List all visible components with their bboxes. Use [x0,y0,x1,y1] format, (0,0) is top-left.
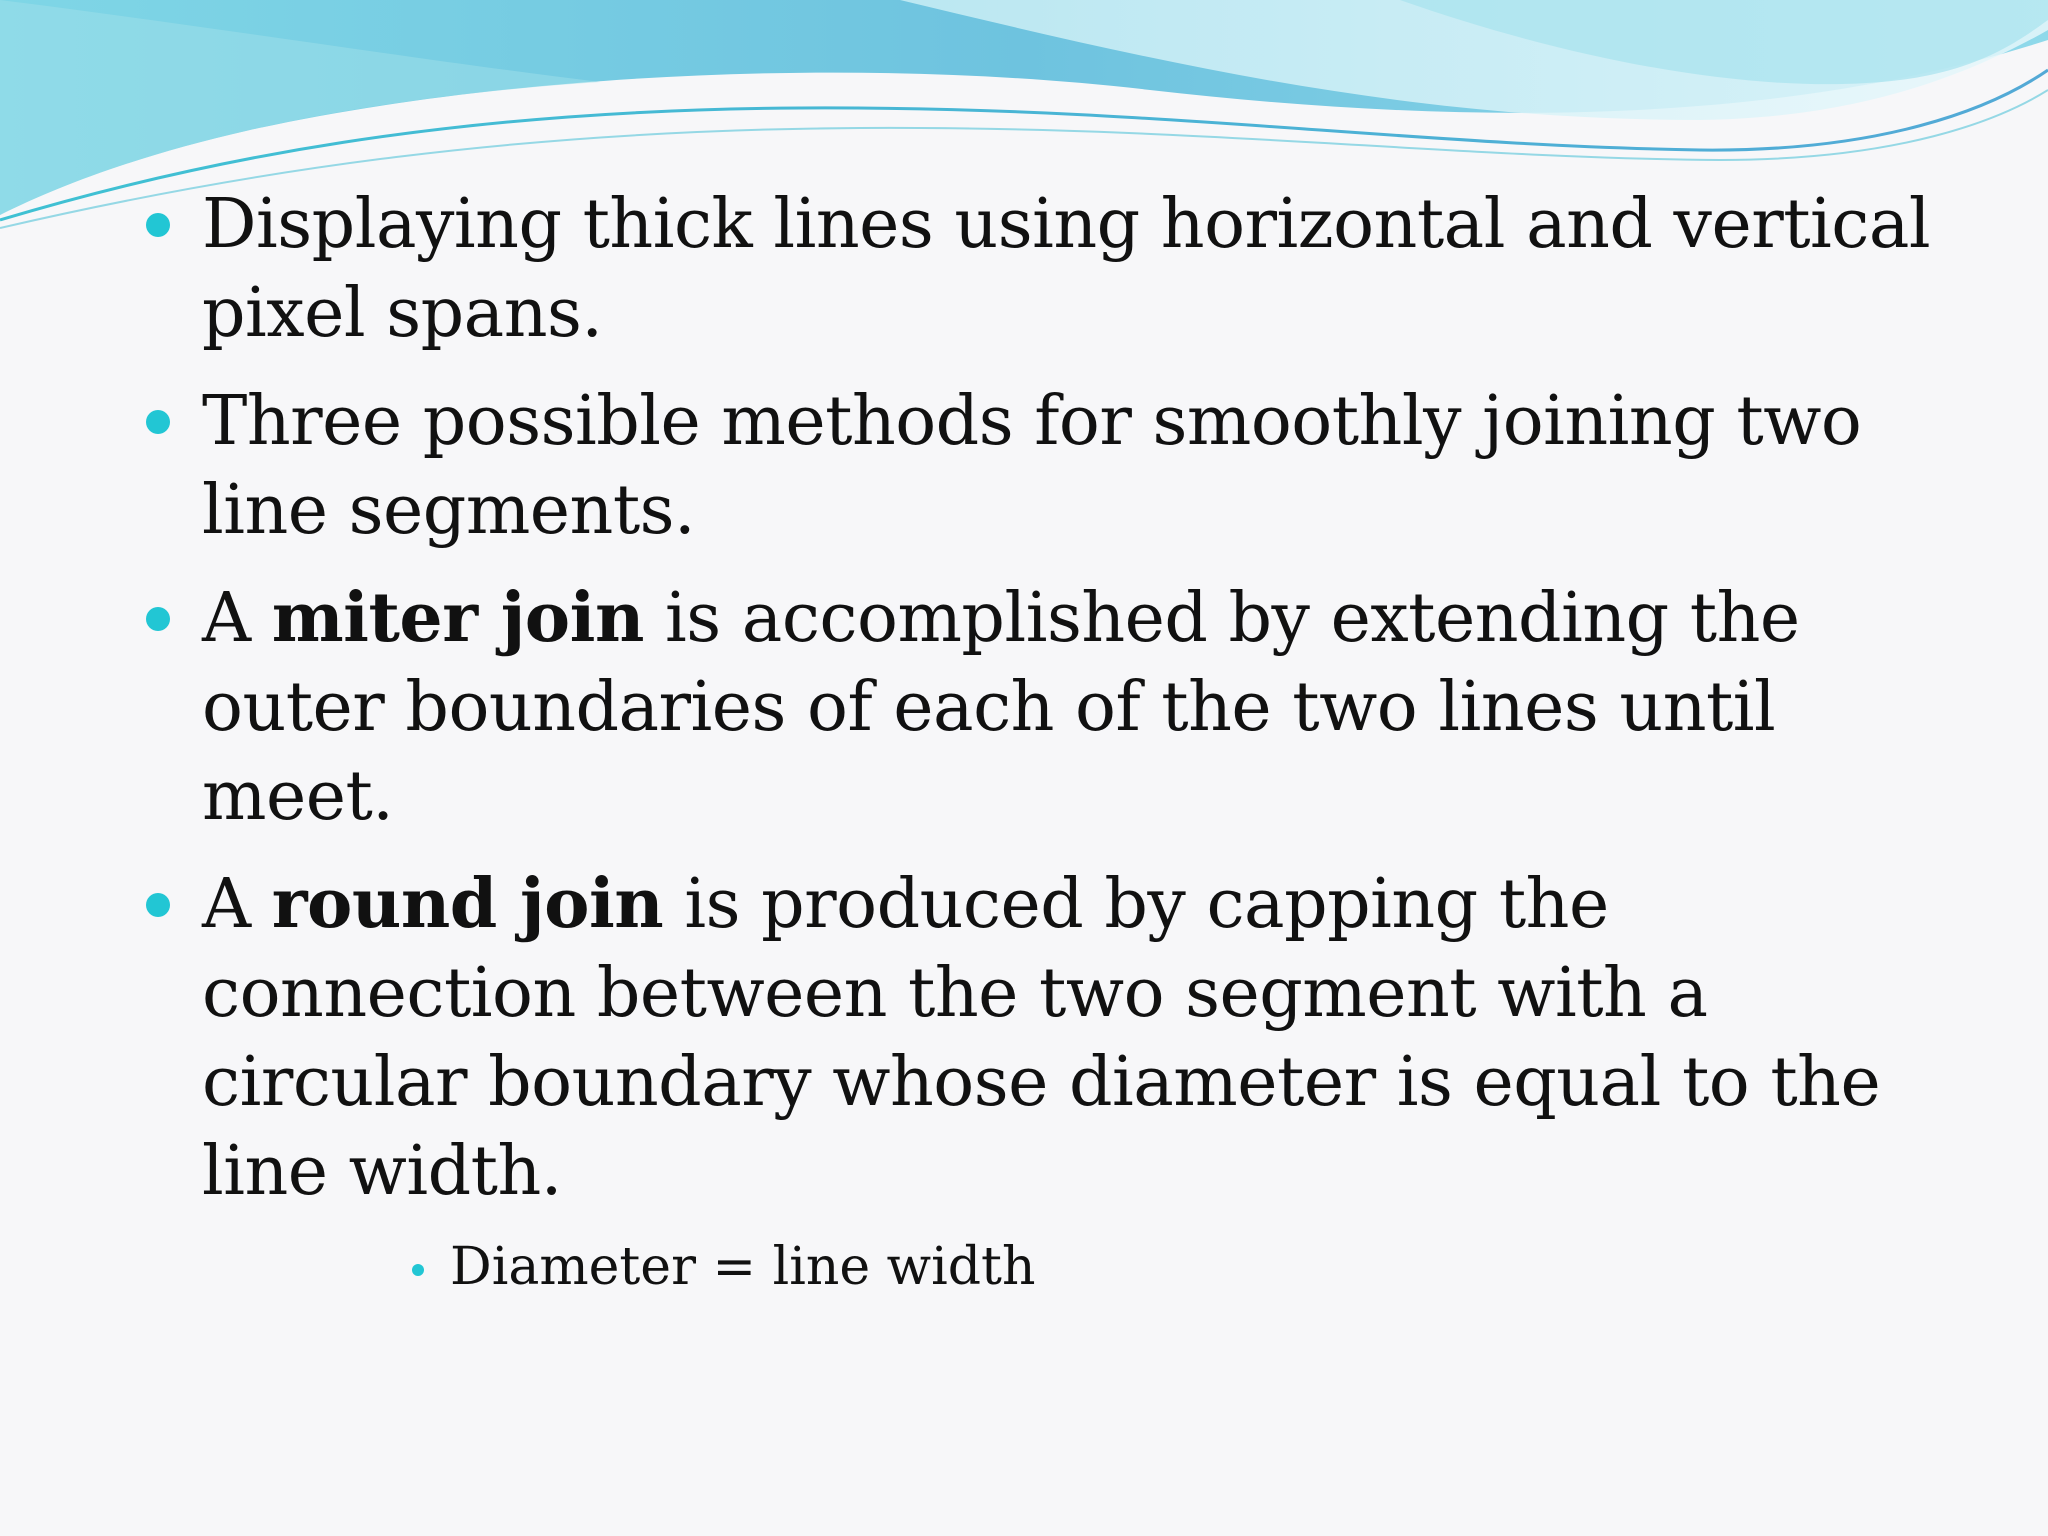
sub-bullet-text: Diameter = line width [450,1237,1036,1297]
bullet-prefix: A [202,579,272,658]
term-round-join: round join [271,864,664,944]
term-miter-join: miter join [271,578,644,658]
bullet-text: is accomplished by extending the outer boundaries of each of the two lines until meet. [202,579,1800,836]
bullet-item [140,377,1960,555]
bullet-dot-icon [146,607,170,631]
bullet-item-miter-join [140,574,1960,841]
bullet-item [140,180,1960,358]
sub-bullet-item [408,1235,1960,1299]
bullet-item-round-join [140,860,1960,1216]
bullet-dot-icon [146,213,170,237]
bullet-text: Displaying thick lines using horizontal and vertical pixel spans. [202,185,1931,353]
bullet-dot-icon [146,410,170,434]
bullet-list [140,180,1960,1299]
bullet-dot-icon [146,893,170,917]
bullet-prefix: A [202,865,272,944]
bullet-text: Three possible methods for smoothly joining two line segments. [202,382,1862,550]
sub-bullet-dot-icon [412,1264,424,1276]
bullet-text: is produced by capping the connection between the two segment with a circular boundary whose diameter is equal to the line width. [202,865,1881,1211]
